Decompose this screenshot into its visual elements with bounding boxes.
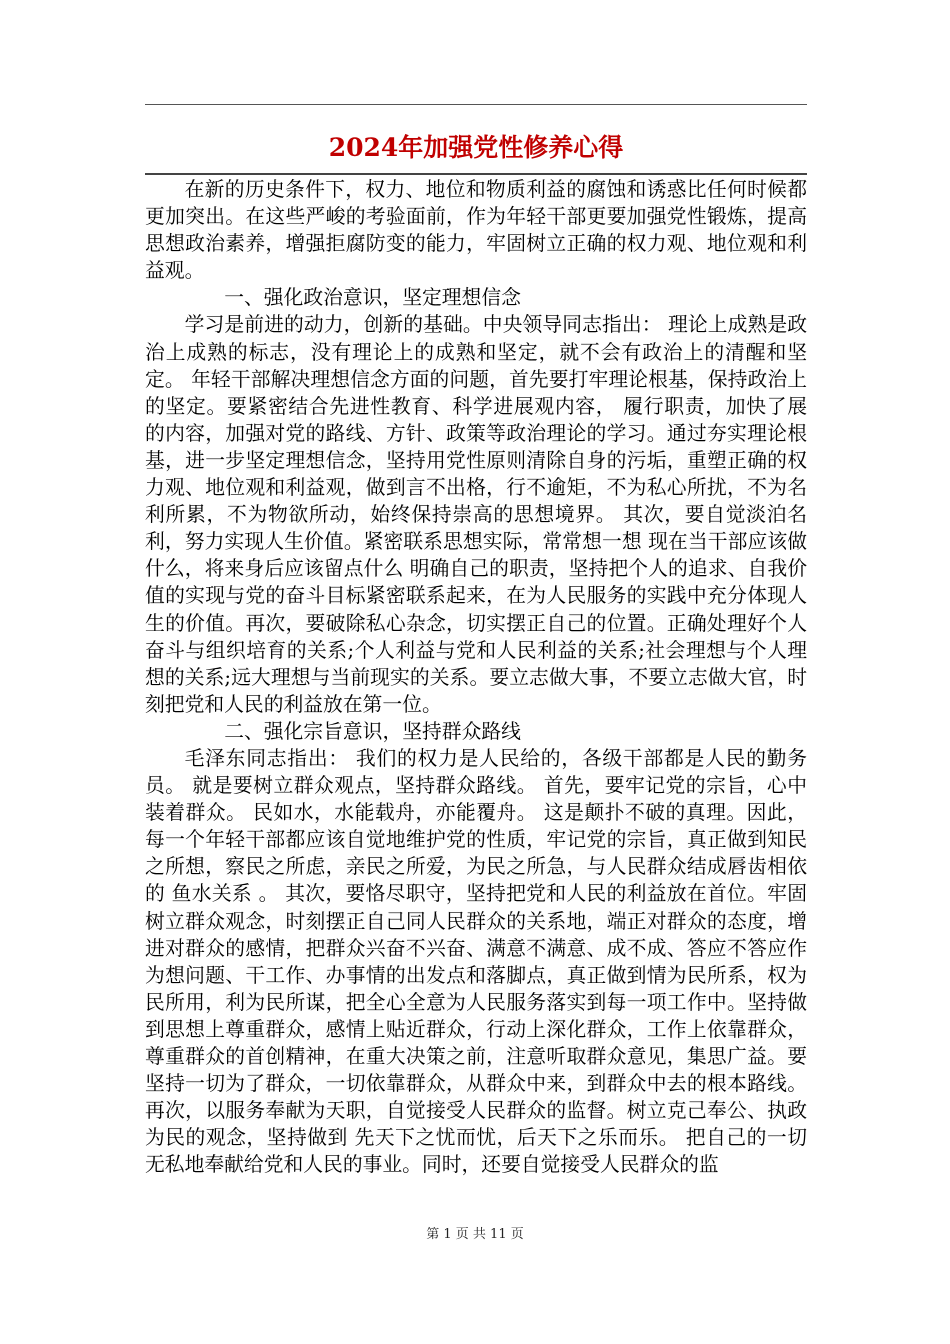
title-underline <box>145 173 807 175</box>
intro-paragraph: 在新的历史条件下，权力、地位和物质利益的腐蚀和诱惑比任何时候都更加突出。在这些严峻的考验面前，作为年轻干部更要加强党性锻炼，提高思想政治素养，增强拒腐防变的能力，牢固树立正确的权力观、地位观和利益观。 <box>145 178 807 283</box>
document-title: 2024年加强党性修养心得 <box>328 133 624 162</box>
section-1-paragraph: 学习是前进的动力，创新的基础。中央领导同志指出： 理论上成熟是政治上成熟的标志，没有理论上的成熟和坚定，就不会有政治上的清醒和坚定。 年轻干部解决理想信念方面的问题，首先要打牢理论根基，保持政治上的坚定。要紧密结合先进性教育、科学进展观内容， 履行职责，加快了展 的内容，加强对党的路线、方针、政策等政治理论的学习。通过夯实理论根基，进一步坚定理想信念，坚持用党性原则清除自身的污垢，重塑正确的权力观、地位观和利益观，做到言不出格，行不逾矩，不为私心所扰，不为名利所累，不为物欲所动，始终保持崇高的思想境界。 其次，要自觉淡泊名利，努力实现人生价值。紧密联系思想实际，常常想一想 现在当干部应该做什么，将来身后应该留点什么 明确自己的职责，坚持把个人的追求、自我价值的实现与党的奋斗目标紧密联系起来，在为人民服务的实践中充分体现人生的价值。再次，要破除私心杂念，切实摆正自己的位置。正确处理好个人奋斗与组织培育的关系;个人利益与党和人民利益的关系;社会理想与个人理想的关系;远大理想与当前现实的关系。要立志做大事，不要立志做大官，时刻把党和人民的利益放在第一位。 <box>145 313 807 716</box>
document-body <box>145 176 807 1178</box>
page-number-footer: 第 1 页 共 11 页 <box>426 1227 524 1242</box>
header-rule <box>145 104 807 105</box>
section-2-paragraph: 毛泽东同志指出： 我们的权力是人民给的，各级干部都是人民的勤务员。 就是要树立群众观点，坚持群众路线。 首先，要牢记党的宗旨，心中装着群众。 民如水，水能载舟，亦能覆舟。 这是颠扑不破的真理。因此，每一个年轻干部都应该自觉地维护党的性质，牢记党的宗旨，真正做到知民之所想，察民之所虑，亲民之所爱，为民之所急，与人民群众结成唇齿相依的 鱼水关系 。 其次，要恪尽职守，坚持把党和人民的利益放在首位。牢固树立群众观念，时刻摆正自己同人民群众的关系地，端正对群众的态度，增进对群众的感情，把群众兴奋不兴奋、满意不满意、成不成、答应不答应作为想问题、干工作、办事情的出发点和落脚点，真正做到情为民所系，权为民所用，利为民所谋，把全心全意为人民服务落实到每一项工作中。坚持做到思想上尊重群众，感情上贴近群众，行动上深化群众，工作上依靠群众，尊重群众的首创精神，在重大决策之前，注意听取群众意见，集思广益。要坚持一切为了群众，一切依靠群众，从群众中来，到群众中去的根本路线。再次，以服务奉献为天职，自觉接受人民群众的监督。树立克己奉公、执政为民的观念，坚持做到 先天下之忧而忧，后天下之乐而乐。 把自己的一切无私地奉献给党和人民的事业。同时，还要自觉接受人民群众的监 <box>145 746 807 1177</box>
section-heading-1: 一、强化政治意识，坚定理想信念 <box>224 286 521 310</box>
section-heading-2: 二、强化宗旨意识，坚持群众路线 <box>224 719 521 743</box>
